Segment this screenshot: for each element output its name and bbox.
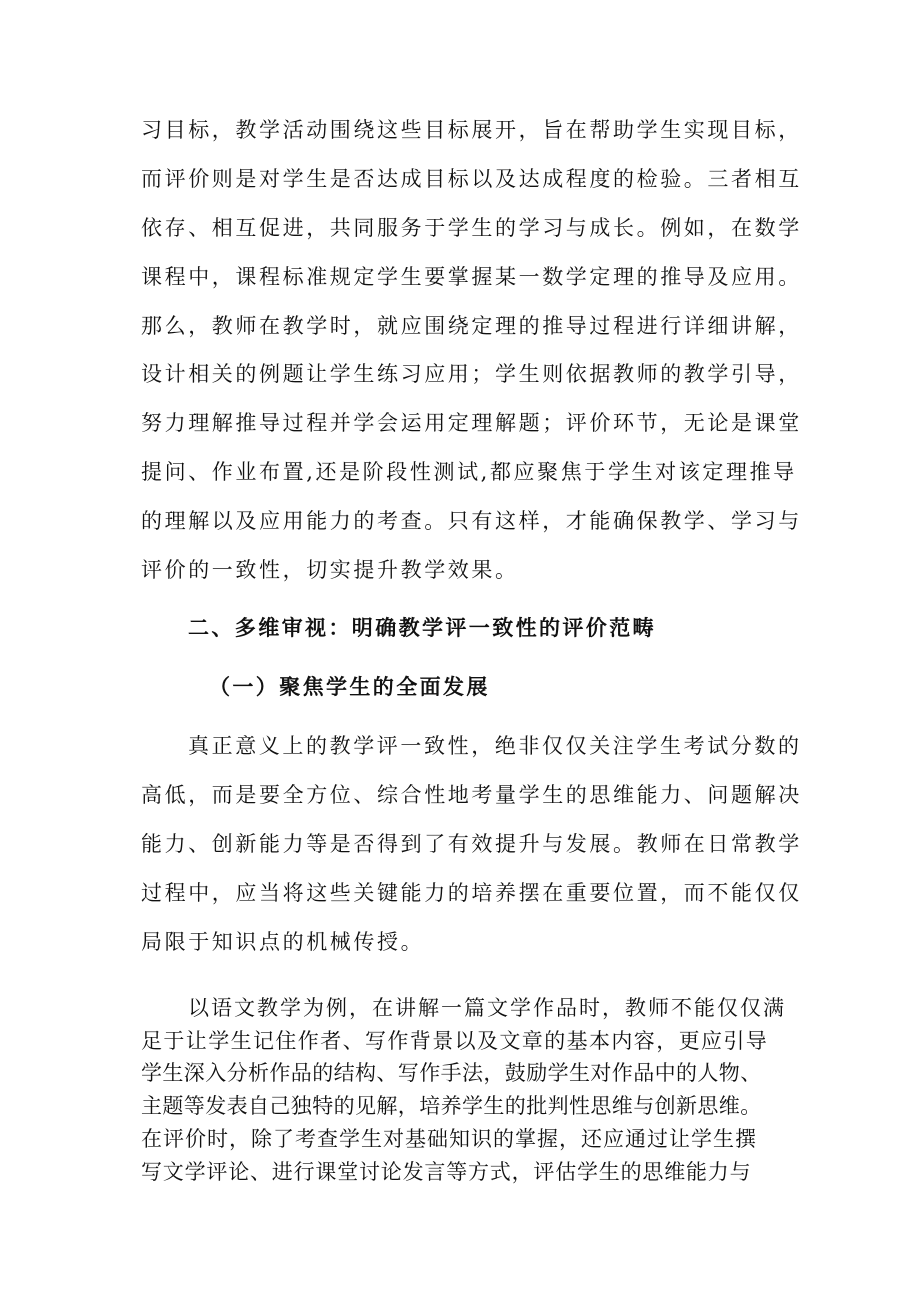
text-line: 局限于知识点的机械传授。 (141, 930, 425, 954)
section-heading: 二、多维审视：明确教学评一致性的评价范畴 (188, 616, 656, 640)
text-line: 而评价则是对学生是否达成目标以及达成程度的检验。三者相互 (141, 167, 802, 191)
text-line: 以语文教学为例，在讲解一篇文学作品时，教师不能仅仅满 (188, 996, 786, 1020)
text-line: 依存、相互促进，共同服务于学生的学习与成长。例如，在数学 (141, 216, 802, 240)
text-line: 的理解以及应用能力的考查。只有这样，才能确保教学、学习与 (141, 509, 802, 533)
text-line: 努力理解推导过程并学会运用定理解题；评价环节，无论是课堂 (141, 411, 802, 435)
text-line: 能力、创新能力等是否得到了有效提升与发展。教师在日常教学 (141, 832, 802, 856)
subsection-heading: （一）聚焦学生的全面发展 (209, 675, 490, 699)
text-line: 提问、作业布置,还是阶段性测试,都应聚焦于学生对该定理推导 (141, 460, 797, 484)
text-line: 真正意义上的教学评一致性，绝非仅仅关注学生考试分数的 (188, 734, 802, 758)
text-line: 过程中，应当将这些关键能力的培养摆在重要位置，而不能仅仅 (141, 881, 802, 905)
text-line: 学生深入分析作品的结构、写作手法，鼓励学生对作品中的人物、 (141, 1061, 762, 1085)
text-line: 课程中，课程标准规定学生要掌握某一数学定理的推导及应用。 (141, 265, 802, 289)
text-line: 设计相关的例题让学生练习应用；学生则依据教师的教学引导， (141, 362, 802, 386)
text-line: 足于让学生记住作者、写作背景以及文章的基本内容，更应引导 (141, 1029, 769, 1053)
text-line: 习目标，教学活动围绕这些目标展开，旨在帮助学生实现目标， (141, 118, 802, 142)
text-line: 那么，教师在教学时，就应围绕定理的推导过程进行详细讲解， (141, 314, 802, 338)
text-line: 评价的一致性，切实提升教学效果。 (141, 558, 519, 582)
text-line: 在评价时，除了考查学生对基础知识的掌握，还应通过让学生撰 (141, 1127, 757, 1151)
text-line: 主题等发表自己独特的见解，培养学生的批判性思维与创新思维。 (141, 1094, 762, 1118)
text-line: 高低，而是要全方位、综合性地考量学生的思维能力、问题解决 (141, 783, 802, 807)
text-line: 写文学评论、进行课堂讨论发言等方式，评估学生的思维能力与 (141, 1160, 752, 1184)
